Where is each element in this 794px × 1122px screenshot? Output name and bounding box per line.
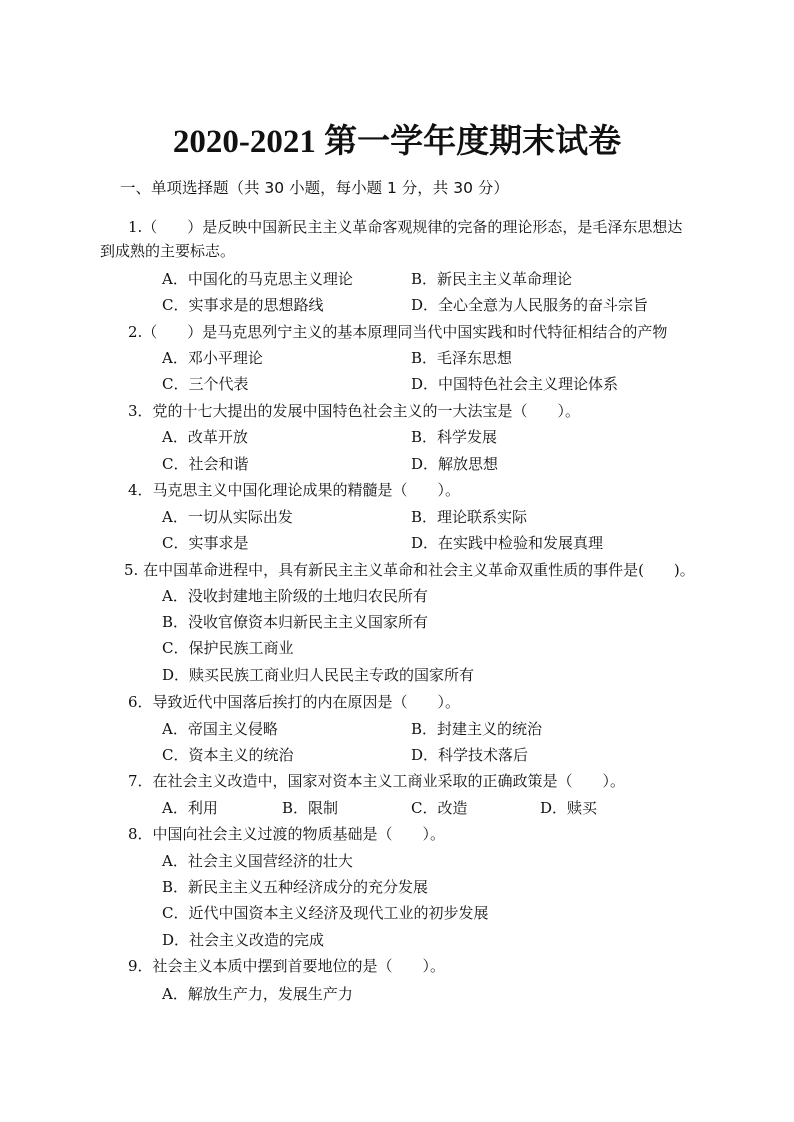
answer-option: A．一切从实际出发 bbox=[162, 508, 293, 526]
answer-option: C．改造 bbox=[411, 799, 468, 817]
answer-option: A．没收封建地主阶级的土地归农民所有 bbox=[162, 587, 428, 605]
answer-option: A．中国化的马克思主义理论 bbox=[162, 270, 353, 288]
question-stem: 5. 在中国革命进程中，具有新民主主义革命和社会主义革命双重性质的事件是( )。 bbox=[124, 561, 695, 579]
answer-option: B．没收官僚资本归新民主主义国家所有 bbox=[162, 613, 429, 631]
answer-option: C．近代中国资本主义经济及现代工业的初步发展 bbox=[162, 904, 489, 922]
answer-option: D．赎买民族工商业归人民民主专政的国家所有 bbox=[162, 666, 475, 684]
question-stem: 1.（ ）是反映中国新民主主义革命客观规律的完备的理论形态，是毛泽东思想达 bbox=[128, 218, 683, 236]
answer-option: C．三个代表 bbox=[162, 375, 249, 393]
answer-option: D．赎买 bbox=[540, 799, 598, 817]
answer-option: B．毛泽东思想 bbox=[411, 349, 513, 367]
answer-option: C．实事求是 bbox=[162, 534, 249, 552]
question-stem: 8．中国向社会主义过渡的物质基础是（ ）。 bbox=[128, 825, 446, 843]
answer-option: A．帝国主义侵略 bbox=[162, 720, 278, 738]
answer-option: C．保护民族工商业 bbox=[162, 639, 294, 657]
answer-option: D．解放思想 bbox=[411, 455, 499, 473]
answer-option: A．解放生产力，发展生产力 bbox=[162, 985, 353, 1003]
answer-option: A．邓小平理论 bbox=[162, 349, 263, 367]
answer-option: B．新民主主义五种经济成分的充分发展 bbox=[162, 878, 429, 896]
question-stem: 9．社会主义本质中摆到首要地位的是（ ）。 bbox=[128, 957, 446, 975]
answer-option: A．利用 bbox=[162, 799, 218, 817]
question-stem: 2.（ ）是马克思列宁主义的基本原理同当代中国实践和时代特征相结合的产物 bbox=[128, 323, 668, 341]
question-stem: 4．马克思主义中国化理论成果的精髓是（ ）。 bbox=[128, 481, 461, 499]
answer-option: D．全心全意为人民服务的奋斗宗旨 bbox=[411, 296, 649, 314]
answer-option: B．新民主主义革命理论 bbox=[411, 270, 573, 288]
answer-option: C．社会和谐 bbox=[162, 455, 249, 473]
question-stem: 3．党的十七大提出的发展中国特色社会主义的一大法宝是（ ）。 bbox=[128, 402, 581, 420]
page-title: 2020-2021 第一学年度期末试卷 bbox=[172, 124, 622, 160]
question-stem: 7．在社会主义改造中，国家对资本主义工商业采取的正确政策是（ ）。 bbox=[128, 772, 626, 790]
section-heading: 一、单项选择题（共 30 小题，每小题 1 分，共 30 分） bbox=[120, 179, 509, 197]
answer-option: D．中国特色社会主义理论体系 bbox=[411, 375, 619, 393]
question-continuation: 到成熟的主要标志。 bbox=[100, 242, 236, 260]
question-stem: 6．导致近代中国落后挨打的内在原因是（ ）。 bbox=[128, 693, 461, 711]
answer-option: D．在实践中检验和发展真理 bbox=[411, 534, 604, 552]
answer-option: B．理论联系实际 bbox=[411, 508, 528, 526]
answer-option: A．社会主义国营经济的壮大 bbox=[162, 852, 353, 870]
answer-option: B．限制 bbox=[282, 799, 339, 817]
answer-option: B．科学发展 bbox=[411, 428, 498, 446]
answer-option: B．封建主义的统治 bbox=[411, 720, 543, 738]
answer-option: C．实事求是的思想路线 bbox=[162, 296, 324, 314]
answer-option: D．社会主义改造的完成 bbox=[162, 931, 325, 949]
answer-option: C．资本主义的统治 bbox=[162, 746, 294, 764]
answer-option: A．改革开放 bbox=[162, 428, 248, 446]
answer-option: D．科学技术落后 bbox=[411, 746, 529, 764]
